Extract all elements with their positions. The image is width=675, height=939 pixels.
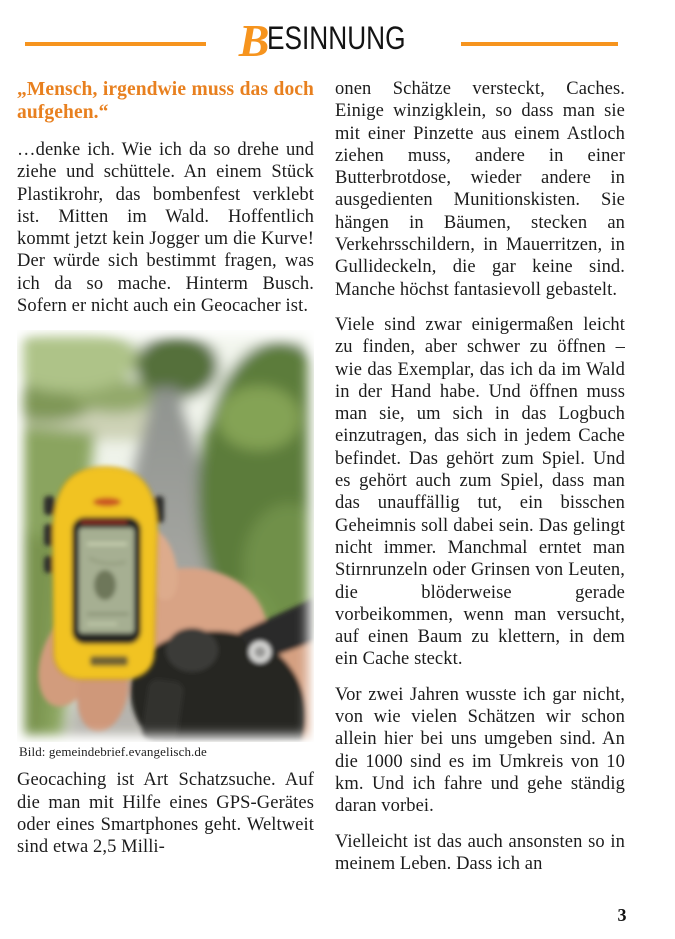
geocaching-photo <box>17 330 314 742</box>
title-rest: ESINNUNG <box>267 20 406 56</box>
article-heading: „Mensch, irgendwie muss das doch aufgehen.“ <box>17 79 314 123</box>
paragraph-finding: Viele sind zwar einigermaßen leicht zu finden, aber schwer zu öffnen – wie das Exemplar, das ich da im Wald in der Hand habe. Und öffnen muss man sie, um sich in das Logbuch einzutragen, das sich in jedem Cache befindet. Das gehört zum Spiel. Und es gehört auch zum Spiel, dass man das unauffällig tut, ein bisschen Geheimnis soll dabei sein. Das gelingt nicht immer. Manchmal erntet man Stirnrunzeln oder Grinsen von Leuten, die blöderweise gerade vorbeikommen, wenn man versucht, auf einen Baum zu klettern, in dem ein Cache steckt. <box>335 314 625 670</box>
paragraph-intro: …denke ich. Wie ich da so drehe und ziehe und schüttele. An einem Stück Plastikrohr, das bombenfest verklebt ist. Mitten im Wald. Hoffentlich kommt jetzt kein Jogger um die Kurve! Der würde sich bestimmt fragen, was ich da so mache. Hinterm Busch. Sofern er nicht auch ein Geocacher ist. <box>17 140 314 317</box>
page-title <box>0 15 675 66</box>
title-initial-letter: B <box>238 15 268 66</box>
header-rule-right <box>461 42 618 46</box>
paragraph-life: Vielleicht ist das auch ansonsten so in meinem Leben. Dass ich an <box>335 831 625 874</box>
geocaching-photo-svg <box>17 330 314 742</box>
page-number: 3 <box>617 905 627 925</box>
photo-caption: Bild: gemeindebrief.evangelisch.de <box>19 744 207 760</box>
right-column <box>335 78 625 888</box>
paragraph-caches: onen Schätze versteckt, Caches. Einige winzigklein, so dass man sie mit einer Pinzette aus einem Astloch ziehen muss, andere in einer Butterbrotdose, wieder andere in ausgedienten Munitionskisten. Sie hängen in Bäumen, stecken an Verkehrsschildern, in Mauerritzen, in Gullideckeln, die gar keine sind. Manche höchst fantasievoll gebastelt. <box>335 79 625 300</box>
etrex-logo <box>93 498 121 507</box>
paragraph-treasures: Vor zwei Jahren wusste ich gar nicht, von wie vielen Schätzen wir schon allein hier bei uns umgeben sind. An die 1000 sind es im Umkreis von 10 km. Und ich fahre und gehe ständig daran vorbei. <box>335 684 625 817</box>
left-column <box>17 78 314 872</box>
gps-device <box>44 467 164 679</box>
paragraph-geocaching: Geocaching ist Art Schatzsuche. Auf die man mit Hilfe eines GPS-Gerätes oder eines Smartphones geht. Weltweit sind etwa 2,5 Milli- <box>17 770 314 858</box>
